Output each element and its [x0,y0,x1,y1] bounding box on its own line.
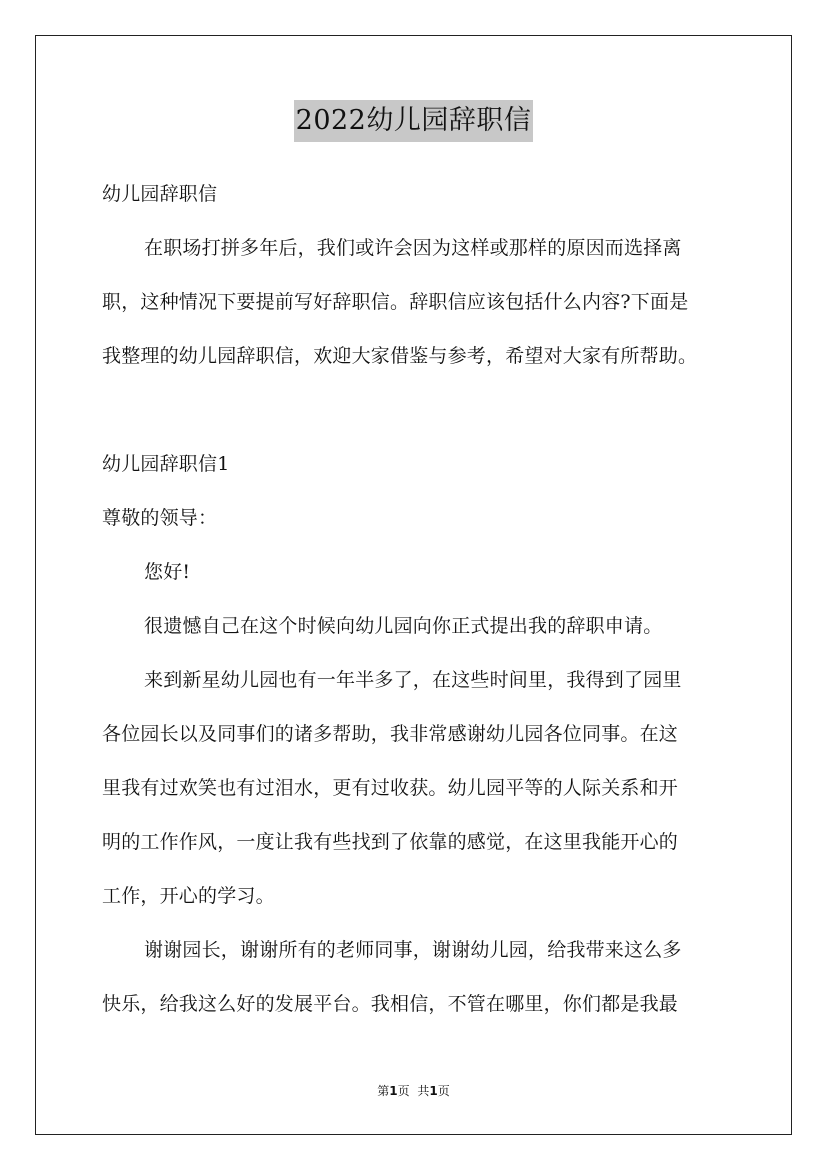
page-number: 1 [389,1084,398,1098]
text-line: 尊敬的领导： [102,507,218,529]
text-line: 很遗憾自己在这个时候向幼儿园向你正式提出我的辞职申请。 [144,615,663,637]
title-container [0,100,827,142]
text-line: 在职场打拼多年后，我们或许会因为这样或那样的原因而选择离 [144,237,682,259]
text-line: 谢谢园长，谢谢所有的老师同事，谢谢幼儿园，给我带来这么多 [144,939,682,961]
page-suffix: 页 [397,1084,410,1098]
page-prefix: 第 [377,1084,390,1098]
document-body [102,167,732,1031]
text-line: 幼儿园辞职信 [102,183,218,205]
paragraph-gap [102,383,732,437]
total-suffix: 页 [437,1084,450,1098]
text-line: 我整理的幼儿园辞职信，欢迎大家借鉴与参考，希望对大家有所帮助。 [102,345,698,367]
total-pages: 1 [429,1084,438,1098]
document-title: 2022幼儿园辞职信 [294,100,534,142]
page-footer [0,1082,827,1100]
total-prefix: 共 [417,1084,430,1098]
text-line: 幼儿园辞职信1 [102,453,230,475]
text-line: 您好! [144,561,191,583]
text-line: 职，这种情况下要提前写好辞职信。辞职信应该包括什么内容?下面是 [102,291,689,313]
text-line: 来到新星幼儿园也有一年半多了，在这些时间里，我得到了园里 [144,669,682,691]
text-line: 工作，开心的学习。 [102,885,275,907]
text-line: 快乐，给我这么好的发展平台。我相信，不管在哪里，你们都是我最 [102,993,679,1015]
text-line: 里我有过欢笑也有过泪水，更有过收获。幼儿园平等的人际关系和开 [102,777,679,799]
text-line: 各位园长以及同事们的诸多帮助，我非常感谢幼儿园各位同事。在这 [102,723,679,745]
text-line: 明的工作作风，一度让我有些找到了依靠的感觉，在这里我能开心的 [102,831,679,853]
